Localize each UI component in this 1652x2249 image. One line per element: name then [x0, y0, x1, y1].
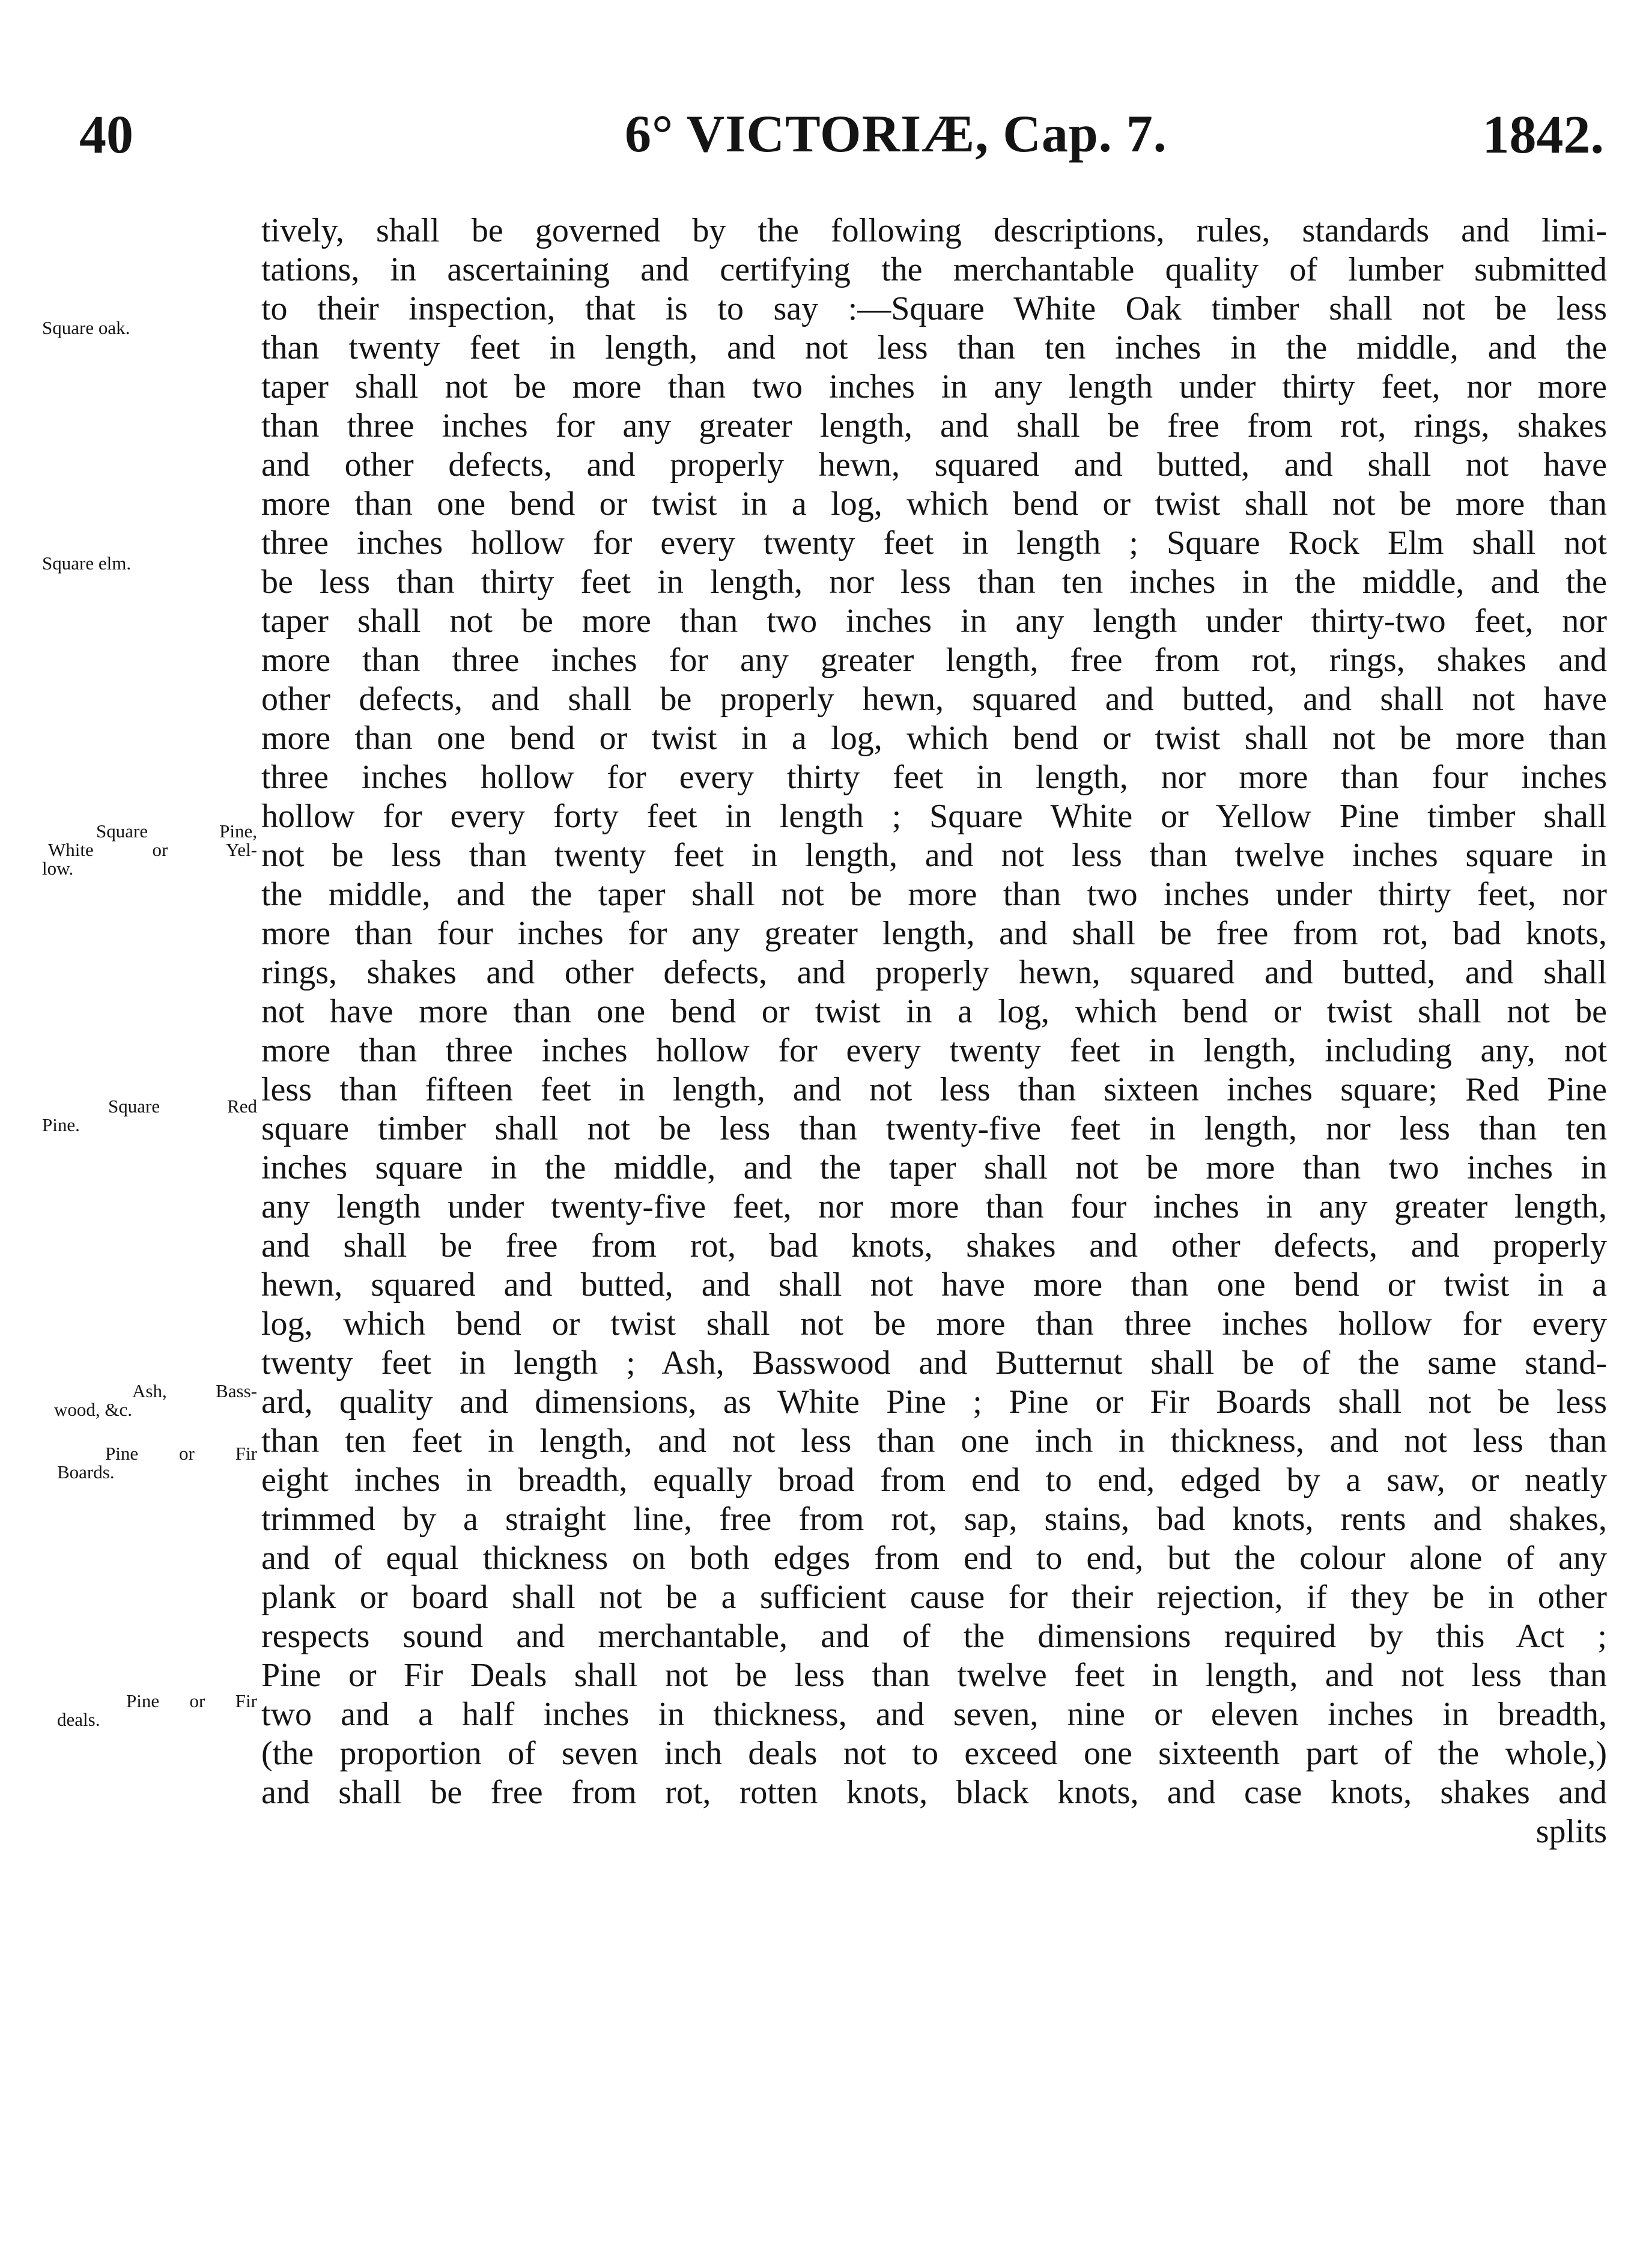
text-line: to their inspection, that is to say :—Square White Oak timber shall not be less: [261, 290, 1607, 327]
text-line: and of equal thickness on both edges from end to end, but the colour alone of any: [261, 1540, 1607, 1577]
marginal-note-line: Square elm.: [42, 553, 132, 574]
text-line: than ten feet in length, and not less than one inch in thickness, and not less than: [261, 1422, 1607, 1460]
marginal-note-line: Square Pine,: [96, 821, 257, 842]
text-line: Pine or Fir Deals shall not be less than twelve feet in length, and not less than: [261, 1657, 1607, 1694]
marginal-note-ash-basswood: [42, 1382, 257, 1419]
text-line: more than three inches hollow for every twenty feet in length, including any, not: [261, 1032, 1607, 1069]
text-line: the middle, and the taper shall not be more than two inches under thirty feet, nor: [261, 876, 1607, 913]
marginal-note-square-red-pine: [42, 1097, 257, 1134]
marginal-note-line: wood, &c.: [54, 1399, 133, 1420]
text-line: and shall be free from rot, bad knots, shakes and other defects, and properly: [261, 1227, 1607, 1264]
marginal-note-line: Ash, Bass-: [132, 1380, 257, 1401]
text-line: tively, shall be governed by the following descriptions, rules, standards and limi-: [261, 212, 1607, 249]
text-line: not be less than twenty feet in length, and not less than twelve inches square in: [261, 837, 1607, 874]
text-line: rings, shakes and other defects, and properly hewn, squared and butted, and shall: [261, 954, 1607, 991]
text-line: taper shall not be more than two inches in any length under thirty-two feet, nor: [261, 602, 1607, 640]
text-line: plank or board shall not be a sufficient cause for their rejection, if they be in other: [261, 1579, 1607, 1616]
catchword: splits: [1535, 1813, 1607, 1850]
text-line: ard, quality and dimensions, as White Pine ; Pine or Fir Boards shall not be less: [261, 1383, 1607, 1421]
marginal-note-pine-fir-deals: [42, 1692, 257, 1729]
text-line: more than four inches for any greater length, and shall be free from rot, bad knots,: [261, 915, 1607, 952]
text-line: more than three inches for any greater length, free from rot, rings, shakes and: [261, 642, 1607, 679]
text-line: tations, in ascertaining and certifying the merchantable quality of lumber submitted: [261, 251, 1607, 288]
running-title: 6° VICTORIÆ, Cap. 7.: [625, 105, 1167, 163]
marginal-note-line: Square Red: [108, 1096, 257, 1117]
text-line: other defects, and shall be properly hewn, squared and butted, and shall not have: [261, 681, 1607, 718]
text-line: three inches hollow for every twenty feet in length ; Square Rock Elm shall not: [261, 524, 1607, 562]
text-line: three inches hollow for every thirty feet in length, nor more than four inches: [261, 759, 1607, 796]
text-line: respects sound and merchantable, and of the dimensions required by this Act ;: [261, 1618, 1607, 1655]
running-year: 1842.: [1482, 105, 1604, 165]
text-line: more than one bend or twist in a log, which bend or twist shall not be more than: [261, 485, 1607, 523]
text-line: twenty feet in length ; Ash, Basswood and Butternut shall be of the same stand-: [261, 1344, 1607, 1382]
text-line: more than one bend or twist in a log, which bend or twist shall not be more than: [261, 720, 1607, 757]
text-line: eight inches in breadth, equally broad from end to end, edged by a saw, or neatly: [261, 1461, 1607, 1499]
text-line: two and a half inches in thickness, and seven, nine or eleven inches in breadth,: [261, 1696, 1607, 1733]
marginal-note-line: Boards.: [57, 1461, 115, 1483]
text-line: not have more than one bend or twist in a log, which bend or twist shall not be: [261, 993, 1607, 1030]
text-line: trimmed by a straight line, free from rot, sap, stains, bad knots, rents and shakes,: [261, 1501, 1607, 1538]
marginal-note-line: Square oak.: [42, 317, 130, 338]
text-line: less than fifteen feet in length, and not less than sixteen inches square; Red Pine: [261, 1071, 1607, 1108]
page-number: 40: [79, 105, 133, 165]
text-line: (the proportion of seven inch deals not to exceed one sixteenth part of the whole,): [261, 1735, 1607, 1772]
marginal-note-line: Pine or Fir: [126, 1690, 257, 1711]
marginal-note-line: Pine.: [42, 1114, 80, 1135]
marginal-note-square-pine: [42, 822, 257, 878]
text-line: than twenty feet in length, and not less than ten inches in the middle, and the: [261, 329, 1607, 366]
text-line: any length under twenty-five feet, nor more than four inches in any greater length,: [261, 1188, 1607, 1225]
text-line: log, which bend or twist shall not be more than three inches hollow for every: [261, 1305, 1607, 1343]
marginal-note-line: deals.: [57, 1709, 100, 1730]
marginal-note-line: low.: [42, 858, 74, 879]
text-line: be less than thirty feet in length, nor less than ten inches in the middle, and the: [261, 563, 1607, 601]
body-text: [261, 211, 1607, 1851]
text-line: inches square in the middle, and the taper shall not be more than two inches in: [261, 1149, 1607, 1186]
marginal-note-square-elm: [42, 554, 131, 572]
text-line: hewn, squared and butted, and shall not have more than one bend or twist in a: [261, 1266, 1607, 1304]
marginal-note-line: White or Yel-: [48, 839, 257, 860]
marginal-note-pine-fir-boards: [42, 1444, 257, 1481]
text-line: than three inches for any greater length, and shall be free from rot, rings, shakes: [261, 407, 1607, 445]
text-line: hollow for every forty feet in length ; Square White or Yellow Pine timber shall: [261, 798, 1607, 835]
text-line: and other defects, and properly hewn, squared and butted, and shall not have: [261, 446, 1607, 484]
marginal-note-line: Pine or Fir: [105, 1443, 257, 1464]
text-line: taper shall not be more than two inches in any length under thirty feet, nor more: [261, 368, 1607, 405]
marginal-note-square-oak: [42, 318, 130, 337]
text-line: and shall be free from rot, rotten knots, black knots, and case knots, shakes and: [261, 1774, 1607, 1811]
text-line: square timber shall not be less than twenty-five feet in length, nor less than ten: [261, 1110, 1607, 1147]
